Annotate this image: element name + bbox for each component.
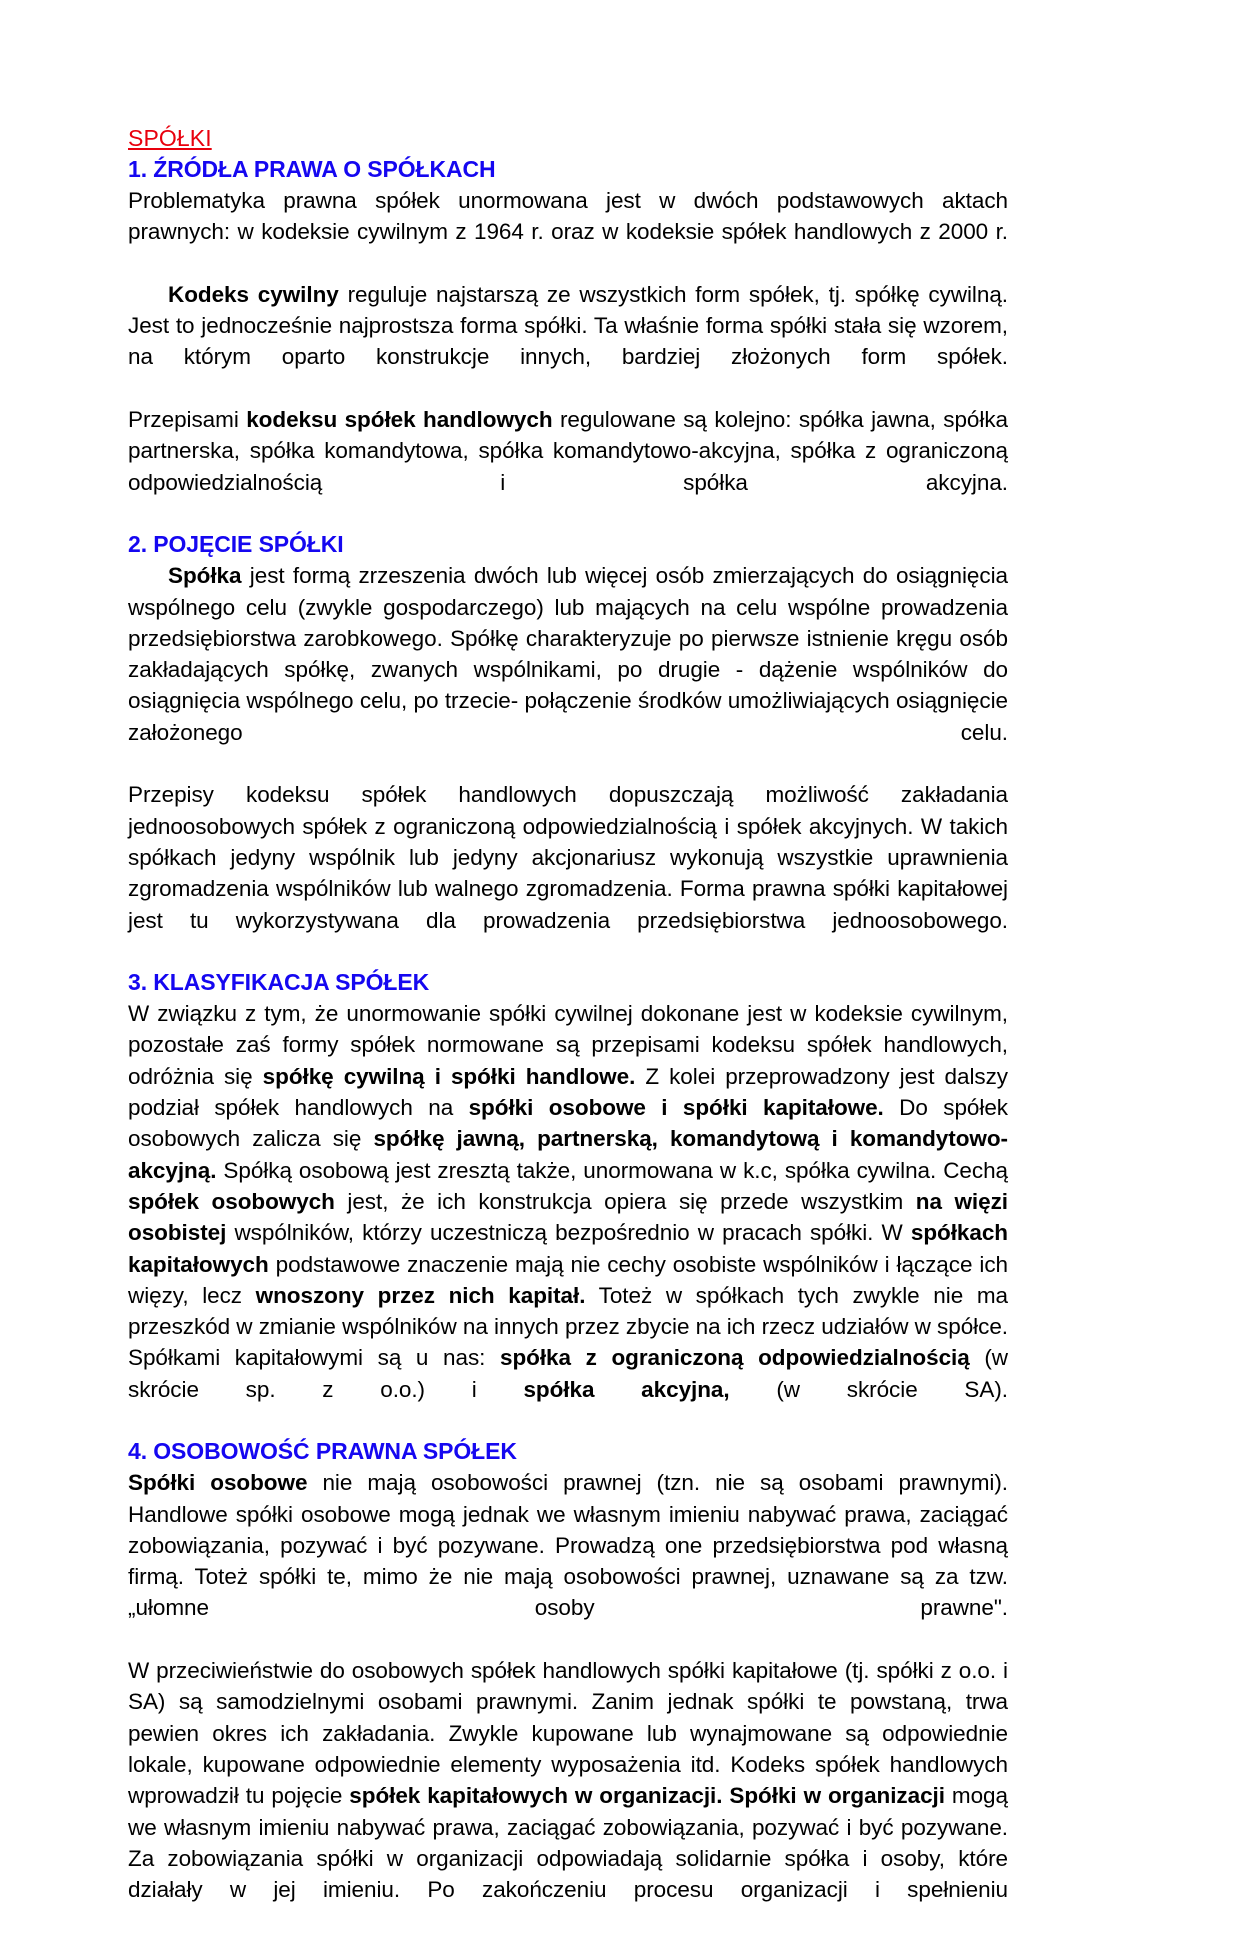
text-run: W przeciwieństwie do osobowych spółek handlowych spółki kapitałowe (tj. spółki z o.o. i SA) są samodzielnymi osobami prawnymi. Zanim jednak spółki te powstaną, trwa pewien okres ich zakładania. Zwykle kupowane lub wynajmowane są odpowiednie lokale, kupowane odpowiednie elementy wyposażenia itd. Kodeks spółek handlowych wprowadził tu pojęcie [128, 1658, 1008, 1809]
text-run: mogą we własnym imieniu nabywać prawa, zaciągać zobowiązania, pozywać i być pozywane. Za zobowiązania spółki w organizacji odpowiadają solidarnie spółka i osoby, które działały w jej imieniu. Po zakończeniu procesu organizacji i spełnieniu [128, 1783, 1008, 1903]
paragraph-text: Problematyka prawna spółek unormowana jest w dwóch podstawowych aktach prawnych: w kodeksie cywilnym z 1964 r. oraz w kodeksie spółek handlowych z 2000 r. [128, 188, 1008, 245]
paragraph-8 [128, 1655, 1008, 1937]
paragraph-2 [128, 279, 1008, 404]
text-run: Spółką osobową jest zresztą także, unormowana w k.c, spółka cywilna. Cechą [216, 1157, 1008, 1183]
text-run: W związku z tym, że unormowanie spółki cywilnej dokonane jest w kodeksie cywilnym, pozostałe zaś formy spółek normowane są przepisami kodeksu spółek handlowych, odróżnia się [128, 1001, 1008, 1089]
section-heading-4: 4. OSOBOWOŚĆ PRAWNA SPÓŁEK [128, 1438, 517, 1465]
emphasis-run: Spółki osobowe [128, 1470, 308, 1496]
emphasis-run: spółek kapitałowych w organizacji. Spółki w organizacji [349, 1783, 945, 1809]
paragraph-text-after: regulowane są kolejno: spółka jawna, spółka partnerska, spółka komandytowa, spółka komandytowo-akcyjna, spółka z ograniczoną odpowiedzialnością i spółka akcyjna. [128, 407, 1008, 495]
emphasis-kodeks-spolek-handlowych: kodeksu spółek handlowych [246, 407, 553, 433]
emphasis-run: spółkę jawną, partnerską, komandytową i komandytowo-akcyjną. [128, 1126, 1008, 1183]
text-run: (w skrócie sp. z o.o.) i [128, 1345, 1009, 1402]
text-run: Do spółek osobowych zalicza się [128, 1095, 1008, 1152]
emphasis-run: spółkę cywilną i spółki handlowe. [262, 1063, 636, 1089]
text-run: jest, że ich konstrukcja opiera się przede wszystkim [334, 1188, 916, 1214]
paragraph-1 [128, 185, 1008, 279]
section-heading-3: 3. KLASYFIKACJA SPÓŁEK [128, 969, 430, 996]
emphasis-run: spółka z ograniczoną odpowiedzialnością [500, 1345, 970, 1371]
paragraph-7 [128, 1467, 1008, 1655]
emphasis-run: spółki osobowe i spółki kapitałowe. [468, 1095, 884, 1121]
document-body [128, 124, 1008, 1937]
emphasis-run: spółkach kapitałowych [128, 1220, 1008, 1277]
paragraph-text: Przepisy kodeksu spółek handlowych dopuszczają możliwość zakładania jednoosobowych spółek z ograniczoną odpowiedzialnością i spółek akcyjnych. W takich spółkach jedyny wspólnik lub jedyny akcjonariusz wykonują wszystkie uprawnienia zgromadzenia wspólników lub walnego zgromadzenia. Forma prawna spółki kapitałowej jest tu wykorzystywana dla prowadzenia przedsiębiorstwa jednoosobowego. [128, 782, 1008, 933]
paragraph-text: reguluje najstarszą ze wszystkich form spółek, tj. spółkę cywilną. Jest to jednocześnie najprostsza forma spółki. Ta właśnie forma spółki stała się wzorem, na którym oparto konstrukcje innych, bardziej złożonych form spółek. [128, 281, 1008, 370]
text-run: podstawowe znaczenie mają nie cechy osobiste wspólników i łączące ich więzy, lecz [128, 1251, 1008, 1308]
paragraph-6 [128, 998, 1008, 1436]
section-heading-2: 2. POJĘCIE SPÓŁKI [128, 531, 344, 558]
section-heading-1: 1. ŹRÓDŁA PRAWA O SPÓŁKACH [128, 156, 496, 182]
text-run: (w skrócie SA). [729, 1376, 1008, 1402]
text-run: Z kolei przeprowadzony jest dalszy podział spółek handlowych na [128, 1063, 1008, 1121]
page-title: SPÓŁKI [128, 125, 212, 151]
text-run: Toteż w spółkach tych zwykle nie ma przeszkód w zmianie wspólników na innych przez zbycie na ich rzecz udziałów w spółce. Spółkami kapitałowymi są u nas: [128, 1282, 1008, 1371]
emphasis-run: na więzi osobistej [128, 1188, 1008, 1246]
text-run: wspólników, którzy uczestniczą bezpośrednio w pracach spółki. W [226, 1220, 911, 1246]
emphasis-kodeks-cywilny: Kodeks cywilny [168, 281, 339, 307]
paragraph-5 [128, 779, 1008, 967]
emphasis-spolka: Spółka [168, 563, 242, 589]
text-run: nie mają osobowości prawnej (tzn. nie są osobami prawnymi). Handlowe spółki osobowe mogą jednak we własnym imieniu nabywać prawa, zaciągać zobowiązania, pozywać i być pozywane. Prowadzą one przedsiębiorstwa pod własną firmą. Toteż spółki te, mimo że nie mają osobowości prawnej, uznawane są za tzw. „ułomne osoby prawne". [128, 1470, 1008, 1621]
paragraph-4 [128, 560, 1008, 779]
emphasis-run: spółka akcyjna, [523, 1376, 730, 1402]
emphasis-run: wnoszony przez nich kapitał. [255, 1282, 586, 1308]
paragraph-3 [128, 404, 1008, 529]
emphasis-run: spółek osobowych [128, 1188, 335, 1214]
paragraph-text: jest formą zrzeszenia dwóch lub więcej osób zmierzających do osiągnięcia wspólnego celu (zwykle gospodarczego) lub mających na celu wspólne prowadzenia przedsiębiorstwa zarobkowego. Spółkę charakteryzuje po pierwsze istnienie kręgu osób zakładających spółkę, zwanych wspólnikami, po drugie - dążenie wspólników do osiągnięcia wspólnego celu, po trzecie- połączenie środków umożliwiających osiągnięcie założonego celu. [128, 563, 1008, 745]
paragraph-text-before: Przepisami [128, 407, 247, 433]
